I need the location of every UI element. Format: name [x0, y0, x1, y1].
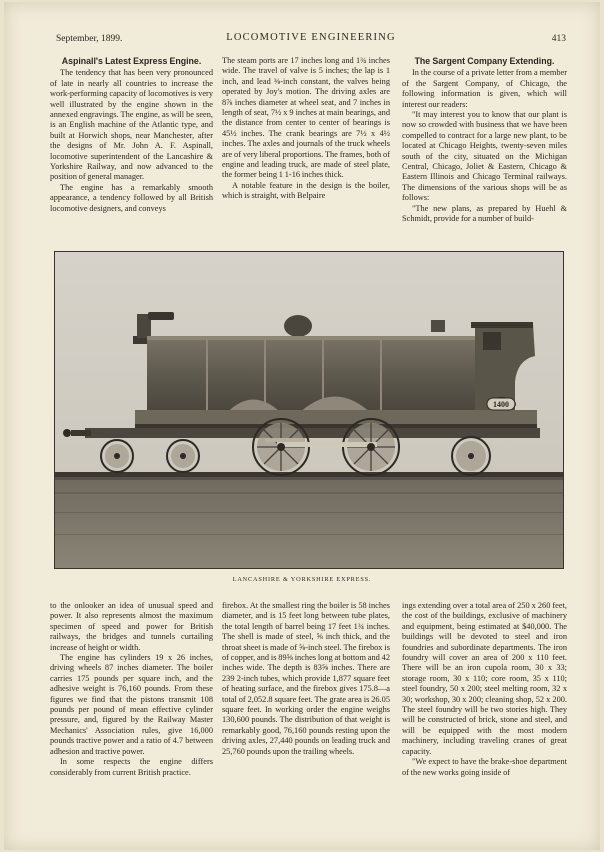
- article-aspinall-column-1: [50, 56, 213, 248]
- paragraph: The tendency that has been very pronounced of late in nearly all countries to increase the work-performing capacity of locomotives is very well illustrated by the engine shown in the annexed engravings. The engine, as will be seen, is an English machine of the Atlantic type, and built at Horwich shops, near Manchester, after the designs of Mr. John A. F. Aspinall, locomotive superintendent of the Lancashire & Yorkshire Railway, and now advanced to the position of general manager.: [50, 68, 213, 182]
- article-title-sargent: The Sargent Company Extending.: [414, 56, 555, 66]
- paragraph: In some respects the engine differs considerably from current British practice.: [50, 757, 213, 777]
- engine-number-plate: 1400: [493, 400, 509, 409]
- locomotive-illustration: [55, 252, 563, 568]
- issue-date: September, 1899.: [56, 34, 123, 44]
- journal-title: LOCOMOTIVE ENGINEERING: [226, 32, 396, 43]
- paragraph: In the course of a private letter from a member of the Sargent Company, of Chicago, the following information is given, which will interest our readers:: [402, 68, 567, 109]
- article-title-aspinall: Aspinall's Latest Express Engine.: [61, 56, 202, 66]
- article-aspinall-column-3: [50, 601, 213, 841]
- page-number: 413: [551, 34, 566, 44]
- article-aspinall-column-2: [222, 56, 390, 248]
- paragraph: A notable feature in the design is the boiler, which is straight, with Belpaire: [222, 180, 390, 201]
- paragraph: The engine has a remarkably smooth appearance, a tendency followed by all British locomotive designers, and conveys: [50, 182, 213, 213]
- paragraph: The steam ports are 17 inches long and 1¾ inches wide. The travel of valve is 5 inches; the lap is 1 inch, and lead ⅜-inch constant, the valves being operated by Joy's motion. The driving axles are 8⅞ inches diameter at wheel seat, and 7 inches in length of seat, 7½ x 9 inches at main bearings, and the distance from center to center of bearings is 45½ inches. The crank bearings are 7½ x 4½ inches. The axles and journals of the truck wheels are of very liberal proportions. The frames, both of engine and leading truck, are made of steel plate, the former being 1 1-16 inches thick.: [222, 56, 390, 180]
- figure-caption: LANCASHIRE & YORKSHIRE EXPRESS.: [232, 576, 372, 583]
- article-sargent-column-1: [402, 56, 567, 248]
- running-header: [56, 32, 566, 46]
- paragraph: "The new plans, as prepared by Huehl & Schmidt, provide for a number of build-: [402, 203, 567, 224]
- paragraph: "We expect to have the brake-shoe department of the new works going inside of: [402, 757, 567, 777]
- locomotive-photograph: [54, 251, 564, 569]
- paragraph: firebox. At the smallest ring the boiler is 58 inches diameter, and is 15 feet long between tube plates, the total length of barrel being 17 feet 1¾ inches. The shell is made of steel, ⅝ inch thick, and the throat sheet is made of ⅝-inch steel. The firebox is of copper, and is 89⅝ inches long at bottom and 42 inches wide. The depth is 83⅝ inches. There are 239 2-inch tubes, which provide 1,877 square feet of heating surface, and the firebox gives 175.8—a total of 2,052.8 square feet. The grate area is 26.05 square feet. In working order the engine weighs 130,600 pounds. The distribution of that weight is remarkably good, 76,160 pounds resting upon the driving axles, 27,440 pounds on leading truck and 25,760 pounds upon the trailing wheels.: [222, 601, 390, 756]
- article-aspinall-column-4: [222, 601, 390, 841]
- paragraph: The engine has cylinders 19 x 26 inches, driving wheels 87 inches diameter. The boiler carries 175 pounds per square inch, and the adhesive weight is 76,160 pounds. From these figures we find that the pistons transmit 108 pounds per pound of mean effective cylinder pressure, and, figured by the Railway Master Mechanics' Association rules, give 16,000 pounds tractive power and a ratio of 4.7 between adhesion and tractive power.: [50, 653, 213, 756]
- article-sargent-column-2: [402, 601, 567, 841]
- paragraph: ings extending over a total area of 250 x 260 feet, the cost of the buildings, exclusive of machinery and equipment, being estimated at $40,000. The buildings will be devoted to steel and iron foundries and subordinate departments. The iron foundry will cover an area of 200 x 110 feet. There will be an iron cupola room, 30 x 33; storage room, 30 x 110; core room, 35 x 110; steel foundry, 50 x 200; steel melting room, 32 x 30; workshop, 30 x 200; cleaning shop, 52 x 200. The steel foundry will be two stories high. They will be constructed of brick, stone and steel, and will be equipped with the most modern machinery, including traveling cranes of great capacity.: [402, 601, 567, 756]
- paragraph: to the onlooker an idea of unusual speed and power. It also represents almost the maximum specimen of speed and power for British railways, the bridges and tunnels curtailing increase of height or width.: [50, 601, 213, 652]
- paragraph: "It may interest you to know that our plant is now so crowded with business that we have been compelled to contract for a large new plant, to be located at Chicago Heights, twenty-seven miles south of the city, situated on the Michigan Central, Chicago, Joliet & Eastern, Chicago & Eastern Illinois and Chicago Terminal railways. The dimensions of the various shops will be as follows:: [402, 110, 567, 203]
